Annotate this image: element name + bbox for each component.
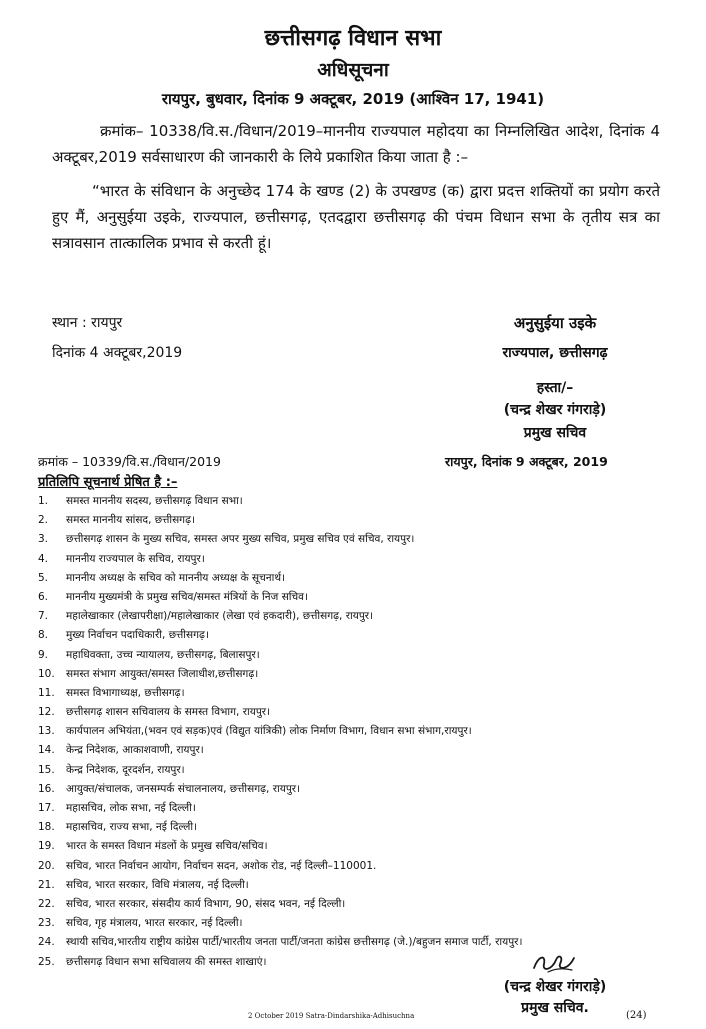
list-item [38, 857, 678, 876]
list-text: छत्तीसगढ़ विधान सभा सचिवालय की समस्त शाखाएं। [66, 955, 267, 968]
page-title: छत्तीसगढ़ विधान सभा [264, 26, 442, 51]
list-number: 3. [38, 533, 49, 546]
list-item [38, 895, 678, 914]
list-text: सचिव, गृह मंत्रालय, भारत सरकार, नई दिल्ली। [66, 917, 243, 930]
list-text: आयुक्त/संचालक, जनसम्पर्क संचालनालय, छत्तीसगढ़, रायपुर। [66, 782, 301, 795]
list-item [38, 588, 678, 607]
governor-order-text: “भारत के संविधान के अनुच्छेद 174 के खण्ड (2) के उपखण्ड (क) द्वारा प्रदत्त शक्तियों का प्रयोग करते हुए मैं, अनुसुईया उइके, राज्यपाल, छत्तीसगढ़, एतदद्वारा छत्तीसगढ़ की पंचम विधान सभा के तृतीय सत्र का सत्रावसान तात्कालिक प्रभाव से करती हूं। [52, 182, 660, 252]
order-paragraph: क्रमांक– 10338/वि.स./विधान/2019–माननीय राज्यपाल महोदया का निम्नलिखित आदेश, दिनांक 4 अक्टूबर,2019 सर्वसाधारण की जानकारी के लिये प्रकाशित किया जाता है :– [52, 122, 660, 166]
copy-heading: प्रतिलिपि सूचनार्थ प्रेषित है :– [38, 475, 178, 490]
list-item [38, 550, 678, 569]
list-number: 1. [38, 495, 49, 507]
governor-title: राज्यपाल, छत्तीसगढ़ [502, 345, 608, 361]
list-number: 4. [38, 552, 49, 565]
page-number: (24) [626, 1010, 647, 1021]
list-text: स्थायी सचिव,भारतीय राष्ट्रीय कांग्रेस पार्टी/भारतीय जनता पार्टी/जनता कांग्रेस छत्तीसगढ़ (जे.)/बहुजन समाज पार्टी, रायपुर। [66, 936, 523, 949]
list-number: 14. [38, 744, 55, 757]
list-text: महालेखाकार (लेखापरीक्षा)/महालेखाकार (लेखा एवं हकदारी), छत्तीसगढ़, रायपुर। [66, 610, 374, 623]
list-text: महाधिवक्ता, उच्च न्यायालय, छत्तीसगढ़, बिलासपुर। [66, 648, 260, 661]
list-number: 25. [38, 955, 55, 968]
list-item [38, 569, 678, 588]
list-item [38, 646, 678, 665]
list-text: सचिव, भारत सरकार, संसदीय कार्य विभाग, 90, संसद भवन, नई दिल्ली। [66, 897, 346, 910]
list-item [38, 953, 678, 972]
place-label: स्थान : रायपुर [52, 315, 123, 331]
list-number: 15. [38, 763, 55, 776]
list-item [38, 665, 678, 684]
list-text: माननीय राज्यपाल के सचिव, रायपुर। [66, 552, 205, 565]
list-item [38, 492, 678, 511]
list-text: मुख्य निर्वाचन पदाधिकारी, छत्तीसगढ़। [66, 629, 209, 642]
list-item [38, 607, 678, 626]
list-item [38, 914, 678, 933]
list-number: 18. [38, 821, 55, 834]
copy-dateline: रायपुर, दिनांक 9 अक्टूबर, 2019 [445, 454, 608, 469]
list-text: छत्तीसगढ़ शासन सचिवालय के समस्त विभाग, रायपुर। [66, 706, 271, 719]
list-item [38, 511, 678, 530]
list-number: 2. [38, 514, 49, 527]
secretary-name: (चन्द्र शेखर गंगराड़े) [503, 402, 607, 418]
secretary-title: प्रमुख सचिव [523, 425, 587, 441]
list-text: समस्त माननीय सदस्य, छत्तीसगढ़ विधान सभा। [66, 495, 243, 507]
list-number: 7. [38, 610, 49, 623]
list-item [38, 799, 678, 818]
list-item [38, 530, 678, 549]
list-item [38, 741, 678, 760]
list-text: समस्त संभाग आयुक्त/समस्त जिलाधीश,छत्तीसगढ़। [66, 667, 259, 680]
list-number: 24. [38, 936, 55, 949]
list-text: माननीय मुख्यमंत्री के प्रमुख सचिव/समस्त मंत्रियों के निज सचिव। [66, 590, 308, 603]
list-text: महासचिव, लोक सभा, नई दिल्ली। [66, 802, 196, 814]
signed-label: हस्ता/– [536, 380, 574, 396]
list-number: 17. [38, 802, 55, 814]
list-text: सचिव, भारत निर्वाचन आयोग, निर्वाचन सदन, अशोक रोड, नई दिल्ली–110001. [66, 859, 377, 872]
list-number: 5. [38, 571, 49, 584]
governor-name: अनुसुईया उइके [513, 314, 597, 332]
list-item [38, 780, 678, 799]
list-number: 6. [38, 590, 49, 603]
list-item [38, 837, 678, 856]
list-number: 19. [38, 840, 55, 853]
list-number: 20. [38, 859, 55, 872]
list-item [38, 703, 678, 722]
list-number: 12. [38, 706, 55, 719]
list-item [38, 684, 678, 703]
list-item [38, 876, 678, 895]
signature-mark [528, 948, 578, 976]
order-date: दिनांक 4 अक्टूबर,2019 [52, 345, 183, 361]
list-item [38, 626, 678, 645]
list-text: केन्द्र निदेशक, दूरदर्शन, रायपुर। [66, 763, 185, 776]
list-number: 16. [38, 782, 55, 795]
list-text: छत्तीसगढ़ शासन के मुख्य सचिव, समस्त अपर मुख्य सचिव, प्रमुख सचिव एवं सचिव, रायपुर। [66, 533, 415, 546]
list-text: समस्त माननीय सांसद, छत्तीसगढ़। [66, 514, 195, 527]
list-number: 9. [38, 648, 49, 661]
list-item [38, 761, 678, 780]
list-number: 23. [38, 917, 55, 930]
list-item [38, 933, 678, 952]
list-item [38, 818, 678, 837]
list-text: केन्द्र निदेशक, आकाशवाणी, रायपुर। [66, 744, 204, 757]
list-text: कार्यपालन अभियंता,(भवन एवं सड़क)एवं (विद्युत यांत्रिकी) लोक निर्माण विभाग, विधान सभा संभाग,रायपुर। [66, 725, 472, 738]
list-number: 8. [38, 629, 49, 642]
list-text: भारत के समस्त विधान मंडलों के प्रमुख सचिव/सचिव। [66, 840, 268, 853]
list-text: सचिव, भारत सरकार, विधि मंत्रालय, नई दिल्ली। [66, 878, 249, 891]
notification-dateline: रायपुर, बुधवार, दिनांक 9 अक्टूबर, 2019 (आश्विन 17, 1941) [161, 90, 545, 108]
footer-secretary-name: (चन्द्र शेखर गंगराड़े) [503, 979, 607, 995]
list-number: 13. [38, 725, 55, 738]
recipient-list [38, 492, 678, 972]
list-number: 10. [38, 667, 55, 680]
list-text: माननीय अध्यक्ष के सचिव को माननीय अध्यक्ष के सूचनार्थ। [66, 571, 286, 584]
list-number: 11. [38, 686, 55, 699]
list-number: 22. [38, 897, 55, 910]
notification-heading: अधिसूचना [317, 59, 389, 81]
footer-secretary-title: प्रमुख सचिव. [521, 1000, 589, 1016]
footer-file-name: 2 October 2019 Satra-Dindarshika-Adhisuchna [248, 1012, 415, 1020]
copy-reference: क्रमांक – 10339/वि.स./विधान/2019 [38, 454, 221, 469]
list-text: महासचिव, राज्य सभा, नई दिल्ली। [66, 821, 198, 834]
list-number: 21. [38, 878, 55, 891]
list-item [38, 722, 678, 741]
list-text: समस्त विभागाध्यक्ष, छत्तीसगढ़। [66, 686, 185, 699]
